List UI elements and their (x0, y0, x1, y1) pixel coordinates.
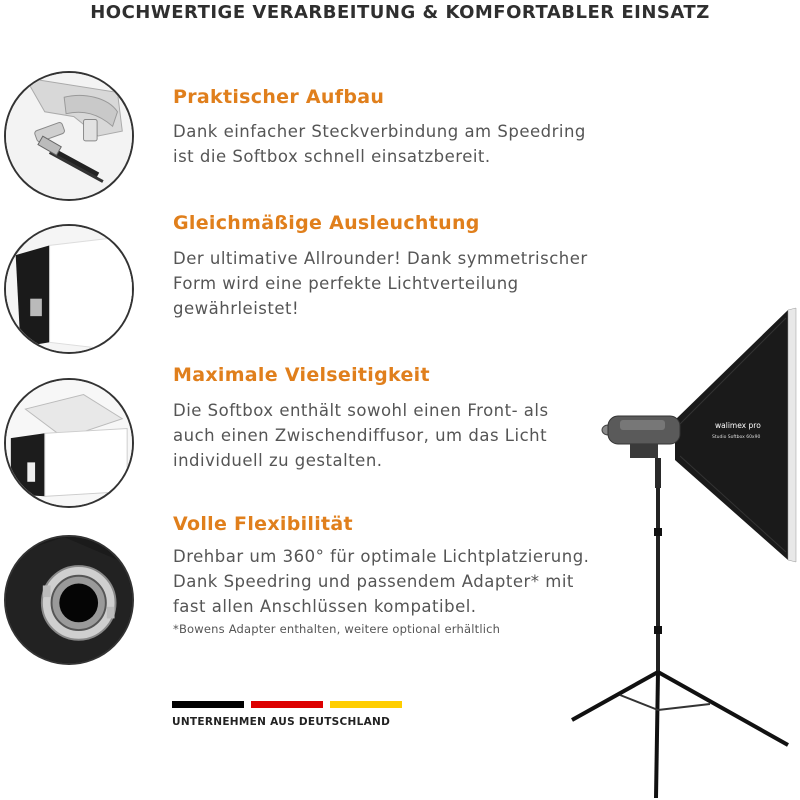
softbox-product-image (560, 300, 800, 800)
feature-line: Der ultimative Allrounder! Dank symmetrischer (173, 249, 588, 268)
page-title: HOCHWERTIGE VERARBEITUNG & KOMFORTABLER EINSATZ (90, 2, 710, 23)
product-model: Studio Softbox 60x90 (712, 435, 761, 440)
softbox-front-icon (4, 224, 134, 354)
feature-title: Praktischer Aufbau (173, 86, 385, 108)
feature-line: Drehbar um 360° für optimale Lichtplatzierung. (173, 547, 590, 566)
speedring-clamp-icon (4, 71, 134, 201)
flag-stripe-black (172, 701, 244, 708)
feature-title: Gleichmäßige Ausleuchtung (173, 212, 480, 234)
diffusor-icon (4, 378, 134, 508)
feature-description (173, 119, 693, 169)
feature-line: auch einen Zwischendiffusor, um das Licht (173, 426, 548, 445)
feature-line: individuell zu gestalten. (173, 451, 383, 470)
flag-stripe-gold (330, 701, 402, 708)
feature-line: Dank einfacher Steckverbindung am Speedring (173, 122, 586, 141)
feature-line: Form wird eine perfekte Lichtverteilung (173, 274, 519, 293)
feature-line: ist die Softbox schnell einsatzbereit. (173, 147, 491, 166)
feature-line: Dank Speedring und passendem Adapter* mit (173, 572, 574, 591)
feature-title: Volle Flexibilität (173, 513, 353, 535)
flag-stripe-red (251, 701, 323, 708)
feature-line: fast allen Anschlüssen kompatibel. (173, 597, 477, 616)
feature-title: Maximale Vielseitigkeit (173, 364, 430, 386)
feature-line: gewährleistet! (173, 299, 300, 318)
company-badge-label: UNTERNEHMEN AUS DEUTSCHLAND (172, 716, 391, 728)
speedring-adapter-icon (4, 535, 134, 665)
footnote: *Bowens Adapter enthalten, weitere optional erhältlich (173, 622, 501, 636)
feature-line: Die Softbox enthält sowohl einen Front- als (173, 401, 549, 420)
product-brand: walimex pro (715, 421, 761, 430)
